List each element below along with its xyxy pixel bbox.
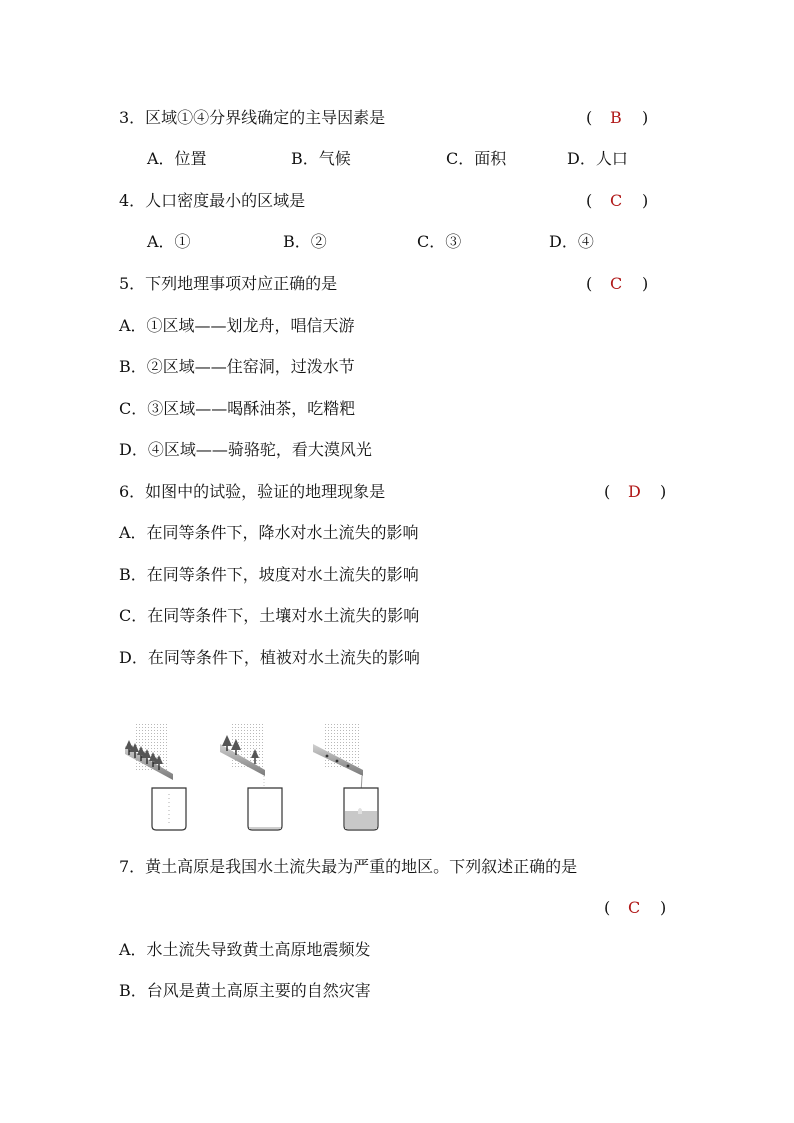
setup-bare-slope xyxy=(313,723,378,830)
q4-option-b: B．② xyxy=(283,232,327,251)
q7-paren-open: ( xyxy=(604,898,611,917)
q4-stem: 4．人口密度最小的区域是 xyxy=(119,191,306,210)
q7-answer-bracket xyxy=(604,898,674,918)
q6-option-d: D．在同等条件下，植被对水土流失的影响 xyxy=(119,648,420,667)
q6-option-a: A．在同等条件下，降水对水土流失的影响 xyxy=(119,523,419,542)
q6-answer: D xyxy=(628,482,641,501)
q7-answer: C xyxy=(628,898,641,917)
q3-answer: B xyxy=(610,108,622,127)
q3-stem: 3．区域①④分界线确定的主导因素是 xyxy=(119,108,386,127)
q5-paren-close: ) xyxy=(642,274,649,293)
q5-option-a: A．①区域——划龙舟，唱信天游 xyxy=(119,316,355,335)
q3-option-a: A．位置 xyxy=(147,149,207,168)
q4-option-d: D．④ xyxy=(549,232,594,251)
q5-option-d: D．④区域——骑骆驼，看大漠风光 xyxy=(119,440,372,459)
erosion-experiment-figure xyxy=(115,718,415,834)
q3-option-c: C．面积 xyxy=(446,149,507,168)
q5-option-c: C．③区域——喝酥油茶，吃糌粑 xyxy=(119,399,356,418)
q7-stem: 7．黄土高原是我国水土流失最为严重的地区。下列叙述正确的是 xyxy=(119,857,578,876)
beaker xyxy=(248,788,282,830)
q3-paren-open: ( xyxy=(586,108,593,127)
setup-sparse-vegetation xyxy=(220,723,282,830)
q4-option-a: A．① xyxy=(147,232,191,251)
q7-paren-close: ) xyxy=(660,898,667,917)
q3-answer-bracket xyxy=(586,108,656,128)
q6-stem: 6．如图中的试验，验证的地理现象是 xyxy=(119,482,386,501)
q3-option-b: B．气候 xyxy=(291,149,351,168)
q3-paren-close: ) xyxy=(642,108,649,127)
q4-paren-open: ( xyxy=(586,191,593,210)
runoff-water xyxy=(249,827,281,829)
q3-option-d: D．人口 xyxy=(567,149,628,168)
q5-paren-open: ( xyxy=(586,274,593,293)
q4-answer: C xyxy=(610,191,623,210)
q5-stem: 5．下列地理事项对应正确的是 xyxy=(119,274,338,293)
setup-dense-vegetation xyxy=(125,723,186,830)
q6-option-b: B．在同等条件下，坡度对水土流失的影响 xyxy=(119,565,419,584)
q4-answer-bracket xyxy=(586,191,656,211)
q5-answer-bracket xyxy=(586,274,656,294)
q6-paren-close: ) xyxy=(660,482,667,501)
q5-option-b: B．②区域——住窑洞，过泼水节 xyxy=(119,357,355,376)
q5-answer: C xyxy=(610,274,623,293)
q4-option-c: C．③ xyxy=(417,232,462,251)
q7-option-a: A．水土流失导致黄土高原地震频发 xyxy=(119,940,371,959)
q7-option-b: B．台风是黄土高原主要的自然灾害 xyxy=(119,981,371,1000)
q4-paren-close: ) xyxy=(642,191,649,210)
q6-paren-open: ( xyxy=(604,482,611,501)
q6-answer-bracket xyxy=(604,482,674,502)
q6-option-c: C．在同等条件下，土壤对水土流失的影响 xyxy=(119,606,420,625)
